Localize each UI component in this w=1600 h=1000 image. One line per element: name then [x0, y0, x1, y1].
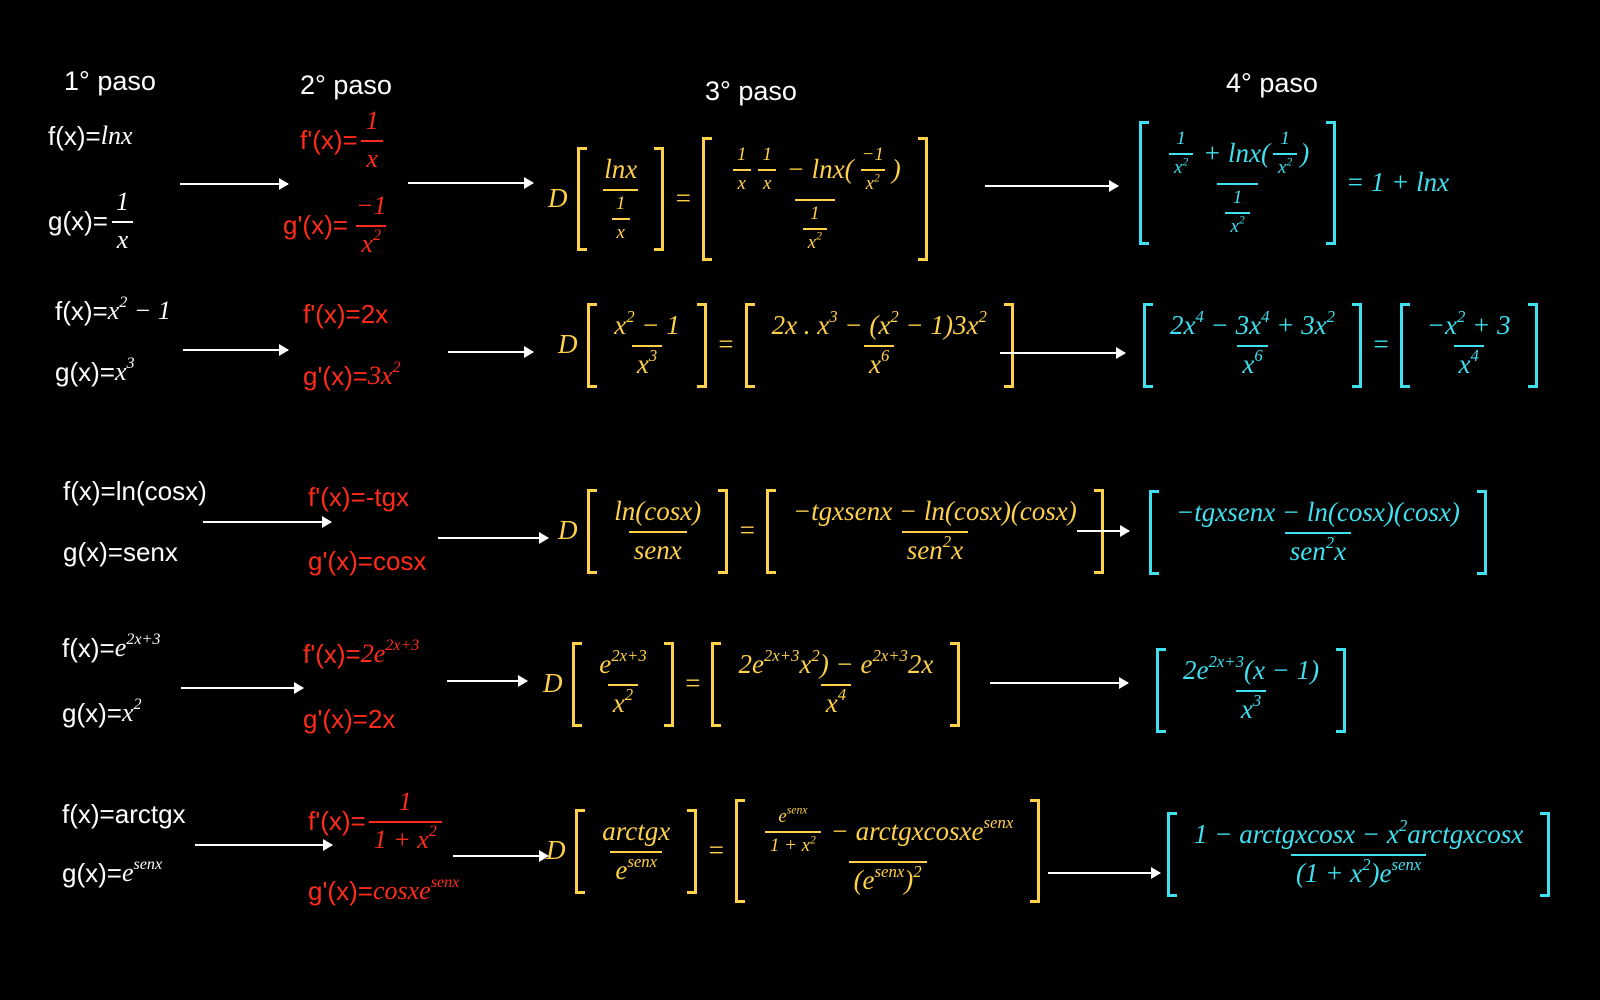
row5-f-label: f(x)=	[62, 799, 115, 829]
row4-gp-math: 2x	[367, 704, 396, 735]
step1-header: 1° paso	[64, 66, 156, 96]
row4-g-math: x 2	[121, 696, 142, 728]
row5-simplified-result	[1164, 812, 1553, 897]
row1-arrow-step1-to-step2-icon	[180, 183, 288, 185]
row4-fp-label: f'(x)=	[303, 639, 361, 669]
row1-g-definition	[48, 187, 137, 255]
row5-f-definition	[62, 799, 186, 830]
row3-f-math: ln(cosx)	[115, 476, 207, 507]
row2-gp-label: g'(x)=	[303, 361, 368, 391]
row4-gp-label: g'(x)=	[303, 704, 368, 734]
row2-f-definition	[55, 296, 171, 327]
row1-fp-math: 1 x	[358, 106, 387, 174]
row2-g-label: g(x)=	[55, 357, 115, 387]
row1-arrow-step2-to-step3-icon	[408, 182, 533, 184]
row5-fp-math: 1 1 + x 2	[366, 787, 445, 855]
row5-g-math: e senx	[121, 856, 163, 888]
row5-f-derivative	[308, 787, 445, 855]
row3-quotient-rule-expression	[558, 489, 1107, 574]
row3-g-definition	[63, 537, 178, 568]
row4-simplified-result	[1153, 648, 1349, 733]
row2-g-definition	[55, 357, 135, 388]
row4-step4-math: 2e 2x+3 (x − 1) x 3	[1153, 648, 1349, 733]
row1-g-math: 1 x	[108, 187, 137, 255]
row1-f-math: lnx	[100, 121, 133, 151]
row4-arrow-step1-to-step2-icon	[181, 687, 303, 689]
row5-g-definition	[62, 858, 162, 889]
row1-quotient-rule-expression	[548, 137, 931, 261]
row2-g-derivative	[303, 361, 401, 392]
row2-f-label: f(x)=	[55, 296, 108, 326]
row3-fp-label: f'(x)=	[308, 482, 366, 512]
row4-step3-math: D e 2x+3 x 2 = 2e 2x+3 x 2 ) − e 2x+3 2x x 4	[543, 642, 963, 727]
row4-arrow-step2-to-step3-icon	[447, 680, 527, 682]
row3-step4-math: −tgxsenx − ln(cosx)(cosx) sen 2 x	[1146, 490, 1490, 575]
row5-gp-label: g'(x)=	[308, 876, 373, 906]
row1-step3-math: D lnx 1 x = 1 x 1 x − lnx( −1 x 2 ) 1 x 2	[548, 137, 931, 261]
row1-g-label: g(x)=	[48, 205, 108, 236]
row1-f-label: f(x)=	[48, 121, 101, 151]
row3-fp-math: -tgx	[365, 482, 410, 513]
row3-f-derivative	[308, 482, 409, 513]
row5-g-label: g(x)=	[62, 858, 122, 888]
row2-quotient-rule-expression	[558, 303, 1017, 388]
row4-quotient-rule-expression	[543, 642, 963, 727]
row2-arrow-step2-to-step3-icon	[448, 351, 533, 353]
row2-fp-label: f'(x)=	[303, 299, 361, 329]
row4-arrow-step3-to-step4-icon	[990, 682, 1128, 684]
row1-simplified-result	[1136, 121, 1449, 245]
row5-arrow-step3-to-step4-icon	[1048, 872, 1160, 874]
row5-gp-math: cosxe senx	[372, 874, 460, 906]
row1-arrow-step3-to-step4-icon	[985, 185, 1118, 187]
row2-arrow-step1-to-step2-icon	[183, 349, 288, 351]
step3-header: 3° paso	[705, 76, 797, 106]
step4-header: 4° paso	[1226, 68, 1318, 98]
row1-g-derivative	[283, 191, 394, 259]
row4-f-derivative	[303, 639, 419, 670]
row3-arrow-step1-to-step2-icon	[203, 521, 331, 523]
row2-arrow-step3-to-step4-icon	[1000, 352, 1125, 354]
row3-g-derivative	[308, 546, 426, 577]
row2-simplified-result	[1140, 303, 1541, 388]
row3-g-math: senx	[122, 537, 178, 568]
row3-gp-math: cosx	[372, 546, 427, 577]
row3-f-label: f(x)=	[63, 476, 116, 506]
row5-step4-math: 1 − arctgxcosx − x 2 arctgxcosx (1 + x 2 )e senx	[1164, 812, 1553, 897]
row5-step3-math: D arctgx e senx = e senx 1 + x 2 − arctgxcosxe senx (e senx ) 2	[546, 799, 1043, 903]
row2-f-math: x 2 − 1	[107, 294, 171, 326]
row1-f-derivative	[300, 106, 387, 174]
row4-g-label: g(x)=	[62, 698, 122, 728]
row5-g-derivative	[308, 876, 459, 907]
row3-g-label: g(x)=	[63, 537, 123, 567]
row3-arrow-step3-to-step4-icon	[1077, 530, 1129, 532]
row4-f-definition	[62, 633, 160, 664]
step2-header: 2° paso	[300, 70, 392, 100]
row1-step4-math: 1 x 2 + lnx( 1 x 2 ) 1 x 2 = 1 + lnx	[1136, 121, 1449, 245]
row2-step3-math: D x 2 − 1 x 3 = 2x . x 3 − (x 2 − 1)3x 2 x 6	[558, 303, 1017, 388]
row2-f-derivative	[303, 299, 388, 330]
row3-step3-math: D ln(cosx) senx = −tgxsenx − ln(cosx)(cosx) sen 2 x	[558, 489, 1107, 574]
row3-simplified-result	[1146, 490, 1490, 575]
row2-gp-math: 3x 2	[367, 359, 401, 391]
row4-g-definition	[62, 698, 142, 729]
row5-fp-label: f'(x)=	[308, 805, 366, 836]
row1-gp-math: −1 x 2	[355, 191, 387, 258]
row5-arrow-step2-to-step3-icon	[453, 855, 548, 857]
row5-f-math: arctgx	[114, 799, 186, 830]
row4-f-math: e 2x+3	[114, 631, 161, 663]
row2-step4-math: 2x 4 − 3x 4 + 3x 2 x 6 = −x 2 + 3 x 4	[1140, 303, 1541, 388]
row2-g-math: x 3	[114, 355, 135, 387]
row4-g-derivative	[303, 704, 395, 735]
row1-gp-label: g'(x)=	[283, 209, 348, 240]
row3-arrow-step2-to-step3-icon	[438, 537, 548, 539]
row5-quotient-rule-expression	[546, 799, 1043, 903]
row1-f-definition	[48, 121, 133, 152]
row3-gp-label: g'(x)=	[308, 546, 373, 576]
row1-fp-label: f'(x)=	[300, 124, 358, 155]
row4-fp-math: 2e 2x+3	[360, 637, 420, 669]
row4-f-label: f(x)=	[62, 633, 115, 663]
row3-f-definition	[63, 476, 207, 507]
row2-fp-math: 2x	[360, 299, 389, 330]
